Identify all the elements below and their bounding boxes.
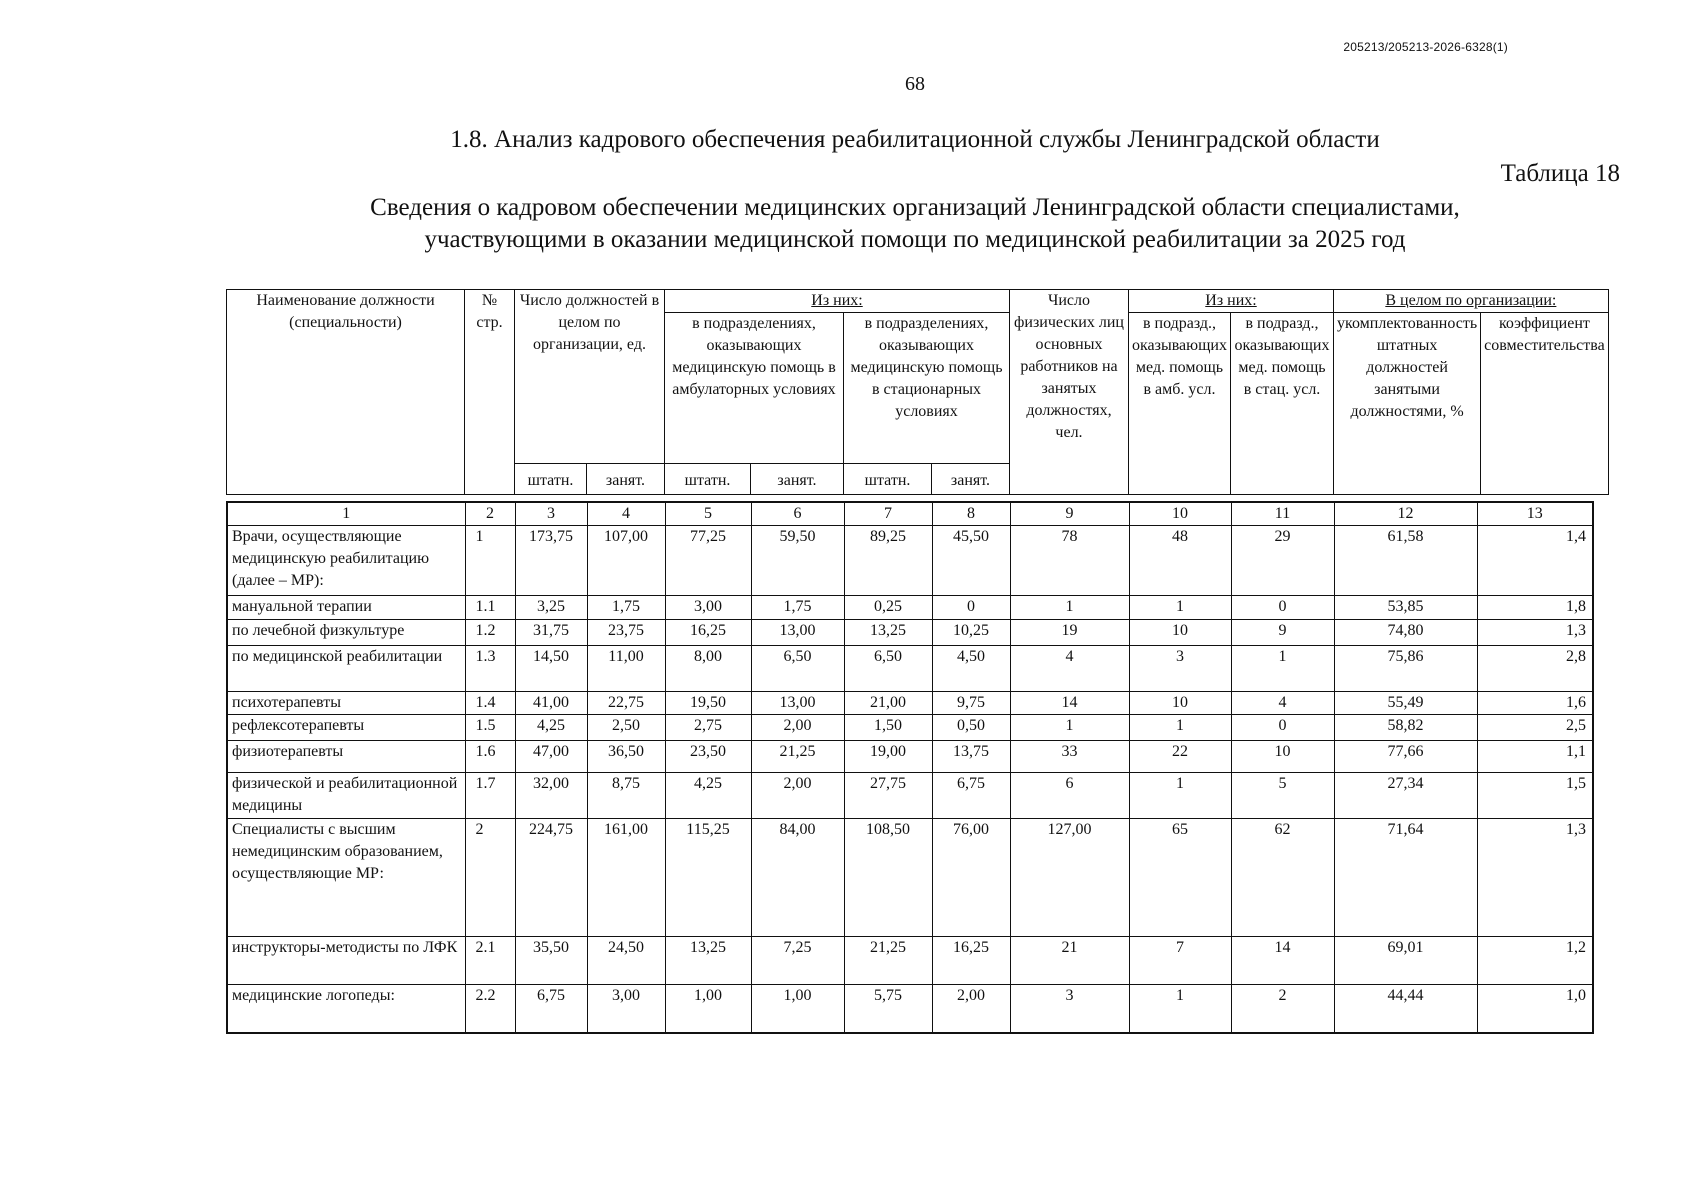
cell-value: 61,58: [1334, 526, 1477, 596]
cell-value: 13,75: [932, 741, 1010, 773]
cell-value: 4,50: [932, 646, 1010, 692]
cell-value: 115,25: [665, 819, 751, 937]
cell-value: 29: [1231, 526, 1334, 596]
row-number: 1: [465, 526, 515, 596]
cell-value: 7: [1129, 937, 1231, 985]
header-shtat: штатн.: [844, 464, 932, 495]
column-number: 12: [1334, 502, 1477, 526]
cell-value: 1,00: [665, 985, 751, 1033]
cell-value: 84,00: [751, 819, 844, 937]
cell-value: 1: [1010, 596, 1129, 620]
cell-value: 48: [1129, 526, 1231, 596]
header-name: Наименование должности (специальности): [227, 290, 465, 495]
table-row: [227, 937, 1593, 985]
cell-value: 1,75: [751, 596, 844, 620]
cell-value: 21: [1010, 937, 1129, 985]
cell-value: 1,50: [844, 715, 932, 741]
cell-value: 65: [1129, 819, 1231, 937]
cell-value: 2,5: [1477, 715, 1593, 741]
cell-value: 1,4: [1477, 526, 1593, 596]
cell-value: 8,75: [587, 773, 665, 819]
row-name: по медицинской реабилитации: [227, 646, 465, 692]
cell-value: 16,25: [665, 620, 751, 646]
cell-value: 2: [1231, 985, 1334, 1033]
table-row: [227, 596, 1593, 620]
cell-value: 4: [1010, 646, 1129, 692]
cell-value: 6,75: [932, 773, 1010, 819]
column-number: 10: [1129, 502, 1231, 526]
cell-value: 11,00: [587, 646, 665, 692]
cell-value: 6,50: [844, 646, 932, 692]
cell-value: 16,25: [932, 937, 1010, 985]
cell-value: 4,25: [665, 773, 751, 819]
cell-value: 5,75: [844, 985, 932, 1033]
column-number: 11: [1231, 502, 1334, 526]
header-stat-help: в подразд., оказывающих мед. помощь в стац. усл.: [1231, 313, 1334, 495]
header-shtat: штатн.: [515, 464, 587, 495]
table-title-line-1: Сведения о кадровом обеспечении медицинских организаций Ленинградской области специалистами,: [370, 194, 1460, 221]
column-number: 2: [465, 502, 515, 526]
table-label: Таблица 18: [1500, 160, 1620, 187]
cell-value: 14: [1231, 937, 1334, 985]
table-row: [227, 741, 1593, 773]
cell-value: 107,00: [587, 526, 665, 596]
cell-value: 77,66: [1334, 741, 1477, 773]
cell-value: 0: [1231, 715, 1334, 741]
table-row: [227, 692, 1593, 715]
row-name: Врачи, осуществляющие медицинскую реабилитацию (далее – МР):: [227, 526, 465, 596]
cell-value: 13,00: [751, 692, 844, 715]
cell-value: 2,8: [1477, 646, 1593, 692]
column-number: 13: [1477, 502, 1593, 526]
cell-value: 108,50: [844, 819, 932, 937]
cell-value: 10: [1129, 620, 1231, 646]
row-number: 1.3: [465, 646, 515, 692]
cell-value: 8,00: [665, 646, 751, 692]
cell-value: 1,2: [1477, 937, 1593, 985]
cell-value: 224,75: [515, 819, 587, 937]
cell-value: 1,75: [587, 596, 665, 620]
row-number: 1.2: [465, 620, 515, 646]
cell-value: 89,25: [844, 526, 932, 596]
header-zanyat: занят.: [932, 464, 1010, 495]
section-title: 1.8. Анализ кадрового обеспечения реабилитационной службы Ленинградской области: [450, 126, 1380, 153]
cell-value: 0: [1231, 596, 1334, 620]
cell-value: 74,80: [1334, 620, 1477, 646]
row-name: медицинские логопеды:: [227, 985, 465, 1033]
column-number: 9: [1010, 502, 1129, 526]
cell-value: 27,75: [844, 773, 932, 819]
cell-value: 23,50: [665, 741, 751, 773]
cell-value: 1: [1129, 773, 1231, 819]
cell-value: 1,6: [1477, 692, 1593, 715]
cell-value: 27,34: [1334, 773, 1477, 819]
cell-value: 45,50: [932, 526, 1010, 596]
header-persons: Число физических лиц основных работников на занятых должностях, чел.: [1010, 290, 1129, 495]
column-number: 3: [515, 502, 587, 526]
cell-value: 1: [1231, 646, 1334, 692]
row-name: Специалисты с высшим немедицинским образованием, осуществляющие МР:: [227, 819, 465, 937]
cell-value: 14,50: [515, 646, 587, 692]
cell-value: 22: [1129, 741, 1231, 773]
cell-value: 9,75: [932, 692, 1010, 715]
column-number: 8: [932, 502, 1010, 526]
cell-value: 69,01: [1334, 937, 1477, 985]
cell-value: 19,00: [844, 741, 932, 773]
cell-value: 55,49: [1334, 692, 1477, 715]
cell-value: 78: [1010, 526, 1129, 596]
cell-value: 1: [1010, 715, 1129, 741]
table-row: [227, 620, 1593, 646]
row-name: физиотерапевты: [227, 741, 465, 773]
cell-value: 62: [1231, 819, 1334, 937]
cell-value: 21,25: [844, 937, 932, 985]
cell-value: 10,25: [932, 620, 1010, 646]
cell-value: 47,00: [515, 741, 587, 773]
page-number: 68: [905, 73, 925, 95]
cell-value: 71,64: [1334, 819, 1477, 937]
cell-value: 1,3: [1477, 620, 1593, 646]
column-number-row: [227, 502, 1593, 526]
cell-value: 2,00: [932, 985, 1010, 1033]
cell-value: 4,25: [515, 715, 587, 741]
header-positions-total: Число должностей в целом по организации, ед.: [515, 290, 665, 464]
cell-value: 22,75: [587, 692, 665, 715]
cell-value: 24,50: [587, 937, 665, 985]
cell-value: 3,25: [515, 596, 587, 620]
cell-value: 7,25: [751, 937, 844, 985]
cell-value: 2,75: [665, 715, 751, 741]
cell-value: 31,75: [515, 620, 587, 646]
row-number: 1.7: [465, 773, 515, 819]
cell-value: 59,50: [751, 526, 844, 596]
header-staffing: укомплектованность штатных должностей занятыми должностями, %: [1334, 313, 1481, 495]
table-row: [227, 715, 1593, 741]
cell-value: 2,50: [587, 715, 665, 741]
cell-value: 75,86: [1334, 646, 1477, 692]
cell-value: 58,82: [1334, 715, 1477, 741]
cell-value: 21,25: [751, 741, 844, 773]
cell-value: 13,00: [751, 620, 844, 646]
cell-value: 19,50: [665, 692, 751, 715]
row-name: по лечебной физкультуре: [227, 620, 465, 646]
header-row-no: № стр.: [465, 290, 515, 495]
cell-value: 76,00: [932, 819, 1010, 937]
cell-value: 0,25: [844, 596, 932, 620]
header-ambulatory: в подразделениях, оказывающих медицинскую помощь в амбулаторных условиях: [665, 313, 844, 464]
row-name: физической и реабилитационной медицины: [227, 773, 465, 819]
cell-value: 4: [1231, 692, 1334, 715]
column-number: 7: [844, 502, 932, 526]
header-shtat: штатн.: [665, 464, 751, 495]
row-number: 2.1: [465, 937, 515, 985]
cell-value: 6,75: [515, 985, 587, 1033]
table-row: [227, 985, 1593, 1033]
cell-value: 13,25: [665, 937, 751, 985]
column-number: 5: [665, 502, 751, 526]
cell-value: 1,3: [1477, 819, 1593, 937]
table-row: [227, 526, 1593, 596]
cell-value: 10: [1231, 741, 1334, 773]
header-of-them-2: Из них:: [1129, 290, 1334, 313]
cell-value: 19: [1010, 620, 1129, 646]
cell-value: 3,00: [665, 596, 751, 620]
header-zanyat: занят.: [587, 464, 665, 495]
cell-value: 10: [1129, 692, 1231, 715]
cell-value: 36,50: [587, 741, 665, 773]
document-id: 205213/205213-2026-6328(1): [1343, 40, 1508, 54]
row-name: мануальной терапии: [227, 596, 465, 620]
cell-value: 1,8: [1477, 596, 1593, 620]
table-row: [227, 646, 1593, 692]
header-of-them-1: Из них:: [665, 290, 1010, 313]
cell-value: 6,50: [751, 646, 844, 692]
cell-value: 1,0: [1477, 985, 1593, 1033]
cell-value: 21,00: [844, 692, 932, 715]
row-name: рефлексотерапевты: [227, 715, 465, 741]
cell-value: 127,00: [1010, 819, 1129, 937]
cell-value: 13,25: [844, 620, 932, 646]
cell-value: 3: [1129, 646, 1231, 692]
row-number: 1.6: [465, 741, 515, 773]
table-header: [226, 289, 1609, 495]
cell-value: 173,75: [515, 526, 587, 596]
column-number: 6: [751, 502, 844, 526]
table-title-line-2: участвующими в оказании медицинской помощи по медицинской реабилитации за 2025 год: [424, 226, 1406, 253]
row-name: психотерапевты: [227, 692, 465, 715]
header-inpatient: в подразделениях, оказывающих медицинскую помощь в стационарных условиях: [844, 313, 1010, 464]
cell-value: 6: [1010, 773, 1129, 819]
cell-value: 9: [1231, 620, 1334, 646]
header-org-total: В целом по организации:: [1334, 290, 1609, 313]
row-number: 1.5: [465, 715, 515, 741]
cell-value: 41,00: [515, 692, 587, 715]
cell-value: 1,00: [751, 985, 844, 1033]
row-number: 2.2: [465, 985, 515, 1033]
cell-value: 23,75: [587, 620, 665, 646]
cell-value: 3,00: [587, 985, 665, 1033]
cell-value: 0: [932, 596, 1010, 620]
row-number: 1.1: [465, 596, 515, 620]
cell-value: 1: [1129, 596, 1231, 620]
table-title: [0, 192, 1693, 256]
header-coef: коэффициент совместительства: [1481, 313, 1609, 495]
cell-value: 1: [1129, 985, 1231, 1033]
cell-value: 0,50: [932, 715, 1010, 741]
table-row: [227, 773, 1593, 819]
cell-value: 1,1: [1477, 741, 1593, 773]
row-number: 2: [465, 819, 515, 937]
cell-value: 32,00: [515, 773, 587, 819]
header-zanyat: занят.: [751, 464, 844, 495]
cell-value: 3: [1010, 985, 1129, 1033]
cell-value: 1: [1129, 715, 1231, 741]
cell-value: 77,25: [665, 526, 751, 596]
cell-value: 14: [1010, 692, 1129, 715]
cell-value: 5: [1231, 773, 1334, 819]
row-name: инструкторы-методисты по ЛФК: [227, 937, 465, 985]
cell-value: 2,00: [751, 773, 844, 819]
cell-value: 2,00: [751, 715, 844, 741]
cell-value: 44,44: [1334, 985, 1477, 1033]
cell-value: 33: [1010, 741, 1129, 773]
column-number: 4: [587, 502, 665, 526]
table-row: [227, 819, 1593, 937]
row-number: 1.4: [465, 692, 515, 715]
column-number: 1: [227, 502, 465, 526]
cell-value: 35,50: [515, 937, 587, 985]
cell-value: 1,5: [1477, 773, 1593, 819]
cell-value: 161,00: [587, 819, 665, 937]
cell-value: 53,85: [1334, 596, 1477, 620]
header-amb-help: в подразд., оказывающих мед. помощь в амб. усл.: [1129, 313, 1231, 495]
table-body: [226, 501, 1594, 1034]
